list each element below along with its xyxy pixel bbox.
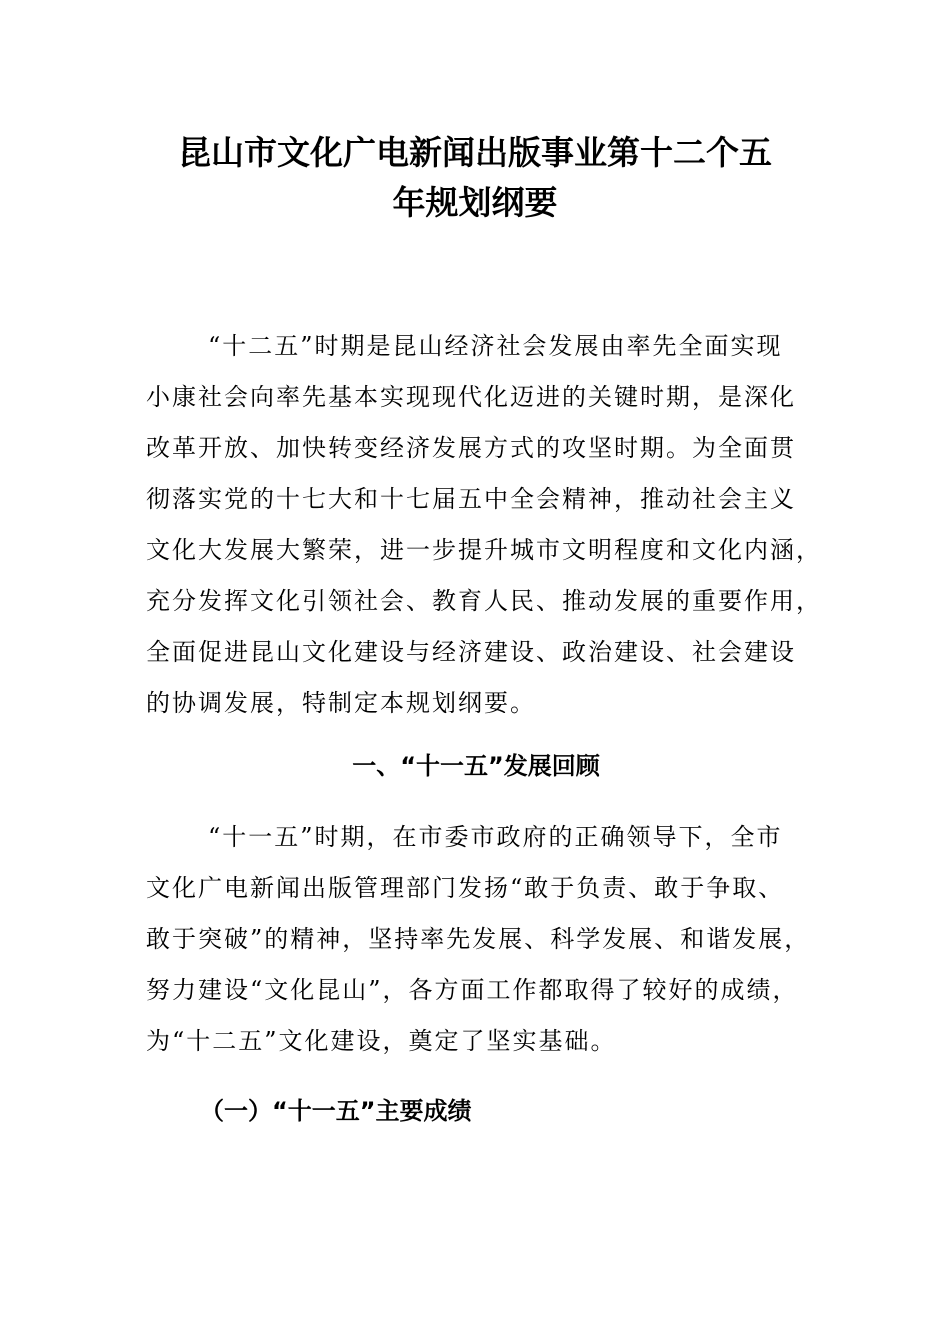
- paragraph-line: 为“十二五”文化建设，奠定了坚实基础。: [146, 1027, 617, 1055]
- paragraph-line: 全面促进昆山文化建设与经济建设、政治建设、社会建设: [146, 638, 796, 666]
- paragraph-line: 彻落实党的十七大和十七届五中全会精神，推动社会主义: [146, 485, 796, 513]
- paragraph-line: 敢于突破”的精神，坚持率先发展、科学发展、和谐发展，: [146, 925, 811, 953]
- paragraph-line: 小康社会向率先基本实现现代化迈进的关键时期，是深化: [146, 383, 796, 411]
- paragraph-line: 充分发挥文化引领社会、教育人民、推动发展的重要作用，: [146, 587, 822, 615]
- paragraph-line: 文化大发展大繁荣，进一步提升城市文明程度和文化内涵，: [146, 536, 822, 564]
- paragraph-line: 文化广电新闻出版管理部门发扬“敢于负责、敢于争取、: [146, 874, 785, 902]
- intro-paragraph: [146, 321, 822, 729]
- subsection-heading: （一）“十一五”主要成绩: [200, 1097, 472, 1125]
- section-heading: 一、“十一五”发展回顾: [352, 752, 600, 780]
- paragraph-line: 努力建设“文化昆山”，各方面工作都取得了较好的成绩，: [146, 976, 799, 1004]
- document-title: [100, 128, 850, 228]
- review-paragraph: [146, 812, 811, 1067]
- title-line: 昆山市文化广电新闻出版事业第十二个五: [178, 133, 772, 172]
- paragraph-line: 改革开放、加快转变经济发展方式的攻坚时期。为全面贯: [146, 434, 796, 462]
- paragraph-line: “十二五”时期是昆山经济社会发展由率先全面实现: [208, 332, 783, 360]
- paragraph-line: 的协调发展，特制定本规划纲要。: [146, 689, 536, 717]
- paragraph-line: “十一五”时期，在市委市政府的正确领导下，全市: [208, 823, 783, 851]
- title-line: 年规划纲要: [392, 183, 558, 222]
